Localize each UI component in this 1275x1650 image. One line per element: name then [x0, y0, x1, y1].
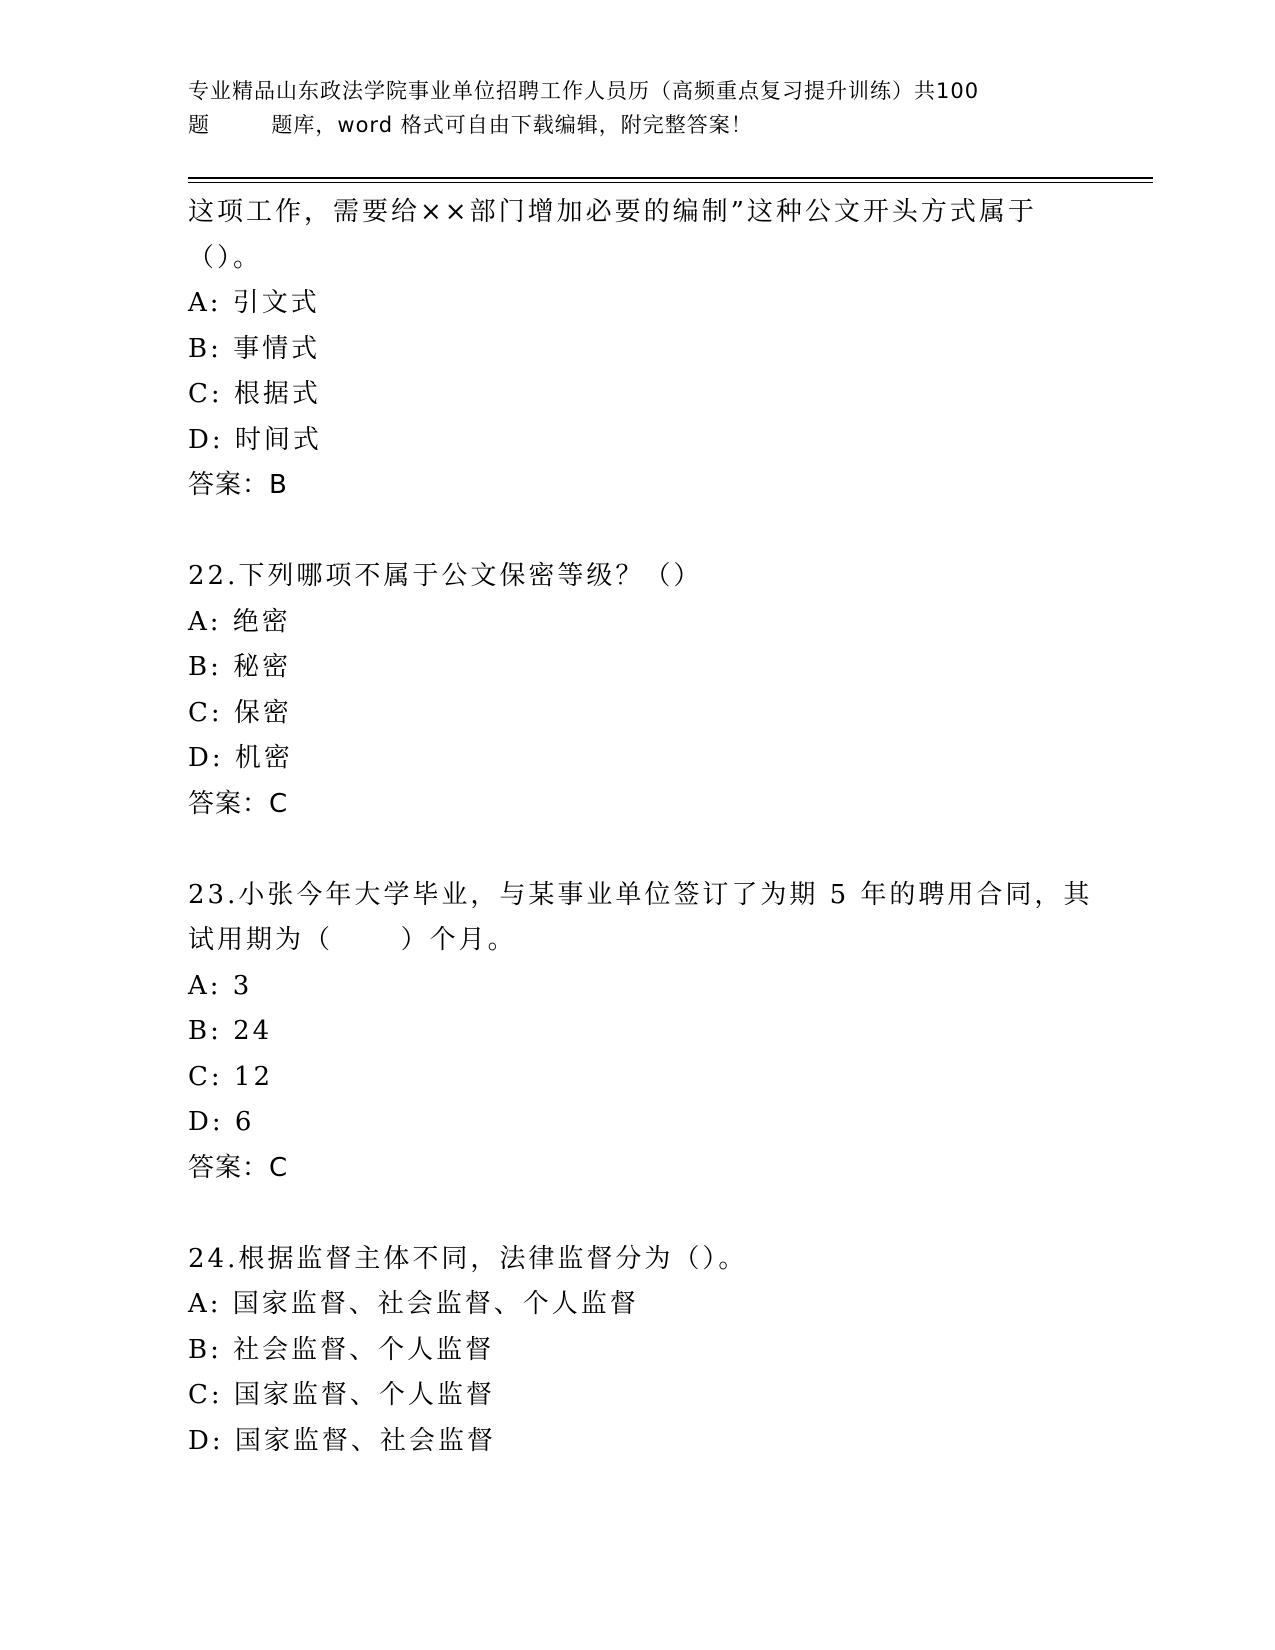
question-21	[188, 190, 1088, 509]
question-23	[188, 873, 1093, 1192]
question-22	[188, 554, 1088, 827]
answer-line: 答案：C	[188, 1152, 289, 1183]
answer-line: 答案：C	[188, 788, 289, 819]
question-stem: 23.小张今年大学毕业，与某事业单位签订了为期 5 年的聘用合同，其	[188, 879, 1093, 910]
option-d: D: 国家监督、社会监督	[188, 1425, 496, 1456]
question-24	[188, 1237, 1088, 1465]
question-stem-continued: 试用期为（ ）个月。	[188, 925, 517, 955]
header-divider-thick	[188, 177, 1153, 179]
option-d: D: 时间式	[188, 424, 322, 455]
option-c: C: 12	[188, 1061, 274, 1092]
document-header	[188, 74, 1088, 142]
option-b: B: 24	[188, 1016, 273, 1046]
option-d: D: 6	[188, 1107, 255, 1137]
option-a: A: 国家监督、社会监督、个人监督	[188, 1289, 639, 1319]
question-stem-continued: 这项工作，需要给××部门增加必要的编制”这种公文开头方式属于	[188, 197, 1037, 227]
option-a: A: 3	[188, 970, 253, 1001]
option-b: B: 社会监督、个人监督	[188, 1334, 495, 1365]
option-c: C: 保密	[188, 697, 292, 728]
answer-line: 答案：B	[188, 470, 288, 500]
question-list	[188, 190, 1093, 1464]
option-a: A: 引文式	[188, 288, 320, 318]
option-c: C: 根据式	[188, 379, 321, 409]
option-b: B: 事情式	[188, 333, 321, 364]
header-title-line-2: 题 题库，word 格式可自由下载编辑，附完整答案！	[188, 113, 753, 137]
question-stem: 22.下列哪项不属于公文保密等级？（）	[188, 561, 703, 591]
option-b: B: 秘密	[188, 652, 292, 682]
option-d: D: 机密	[188, 743, 293, 773]
question-stem: 24.根据监督主体不同，法律监督分为（）。	[188, 1243, 748, 1274]
header-divider-thin	[188, 182, 1153, 183]
header-title-line-1: 专业精品山东政法学院事业单位招聘工作人员历（高频重点复习提升训练）共100	[188, 79, 980, 103]
option-a: A: 绝密	[188, 606, 291, 637]
question-stem-continued: （）。	[188, 242, 263, 273]
option-c: C: 国家监督、个人监督	[188, 1380, 495, 1410]
